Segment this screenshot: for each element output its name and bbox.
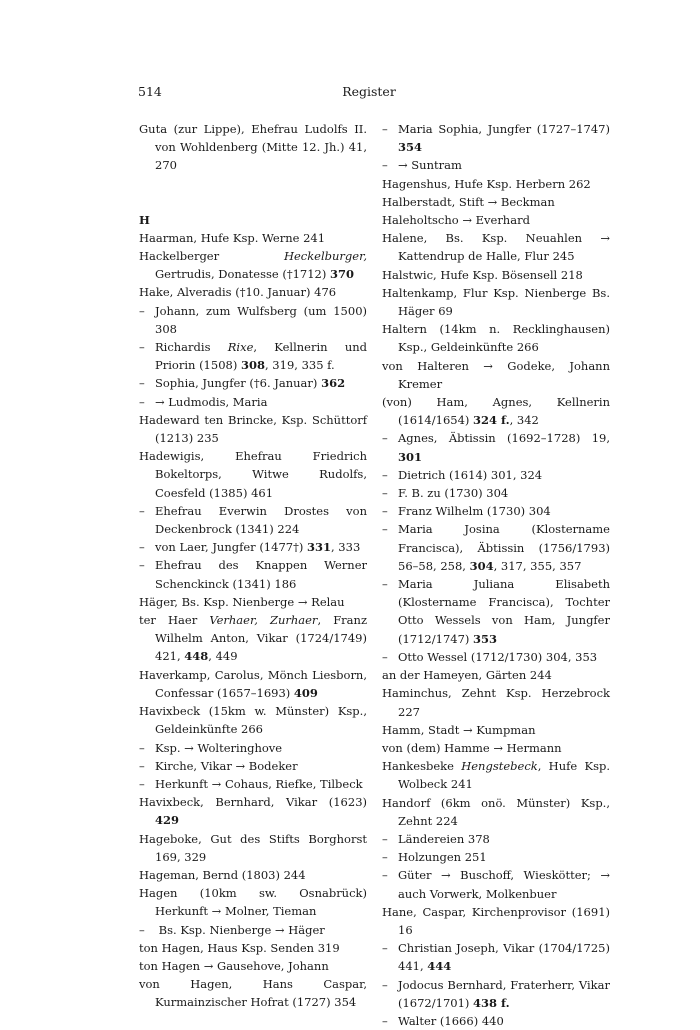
entry-text: Haarman, Hufe Ksp. Werne 241 xyxy=(139,230,326,245)
index-entry xyxy=(139,229,367,247)
entry-text: Hadewigis, Ehefrau Friedrich Bokeltorps, Witwe Rudolfs, Coesfeld (1385) 461 xyxy=(139,449,367,500)
entry-text: Hagen (10km sw. Osnabrück) Herkunft → Molner, Tieman xyxy=(139,886,367,919)
entry-text: F. B. zu (1730) 304 xyxy=(398,486,509,501)
main-reference-page: 444 xyxy=(427,959,452,974)
index-entry xyxy=(382,357,610,393)
entry-text: Haleholtscho → Everhard xyxy=(382,213,530,228)
index-entry xyxy=(382,757,610,793)
entry-text: Walter (1666) 440 xyxy=(398,1013,504,1028)
entry-text: → Ludmodis, Maria xyxy=(155,394,268,409)
entry-text: Franz Wilhelm (1730) 304 xyxy=(398,504,551,519)
entry-text: ton Hagen → Gausehove, Johann xyxy=(139,958,329,973)
entry-text: (von) Ham, Agnes, Kellnerin (1614/1654) xyxy=(382,395,610,428)
entry-text: Halberstadt, Stift → Beckman xyxy=(382,194,555,209)
index-subentry xyxy=(382,156,610,174)
entry-text: Guta (zur Lippe), Ehefrau Ludolfs II. von Wohldenberg (Mitte 12. Jh.) 41, 270 xyxy=(139,122,367,173)
subentry-dash: – xyxy=(382,1013,388,1028)
entry-text: Maria Juliana Elisabeth (Klostername Francisca), Tochter Otto Wessels von Ham, Jungfer (1712/1747) xyxy=(398,577,610,646)
index-subentry xyxy=(382,502,610,520)
index-entry xyxy=(139,975,367,1011)
index-entry xyxy=(382,284,610,320)
main-reference-page: 331 xyxy=(306,540,331,555)
index-subentry xyxy=(382,976,610,1012)
index-entry xyxy=(382,266,610,284)
index-entry xyxy=(382,175,610,193)
entry-text: Ehefrau des Knappen Werner Schenckinck (1341) 186 xyxy=(155,558,367,591)
variant-name: Rixe xyxy=(227,340,254,355)
entry-text: Haverkamp, Carolus, Mönch Liesborn, Confessar (1657–1693) xyxy=(139,667,367,700)
subentry-dash: – xyxy=(382,850,388,865)
subentry-dash: – xyxy=(139,394,145,409)
index-subentry xyxy=(382,120,610,156)
entry-text: , 317, 355, 357 xyxy=(493,558,582,573)
index-entry xyxy=(139,666,367,702)
index-entry xyxy=(382,193,610,211)
subentry-dash: – xyxy=(382,649,388,664)
entry-text: Hackelberger xyxy=(139,249,284,264)
index-entry xyxy=(139,611,367,666)
entry-text: Hagenshus, Hufe Ksp. Herbern 262 xyxy=(382,176,591,191)
main-reference-page: 362 xyxy=(321,376,346,391)
entry-text: Haminchus, Zehnt Ksp. Herzebrock 227 xyxy=(382,686,610,719)
index-entry xyxy=(139,120,367,175)
main-reference-page: 301 xyxy=(398,449,423,464)
main-reference-page: 429 xyxy=(155,813,180,828)
subentry-dash: – xyxy=(382,158,388,173)
main-reference-page: 448 xyxy=(184,649,209,664)
entry-text: , 333 xyxy=(331,540,361,555)
index-subentry xyxy=(139,393,367,411)
index-subentry xyxy=(382,866,610,902)
main-reference-page: 353 xyxy=(473,631,498,646)
main-reference-page: 308 xyxy=(240,358,265,373)
entry-text: → Suntram xyxy=(398,158,462,173)
entry-text: Maria Josina (Klostername Francisca), Äbtissin (1756/1793) 56–58, 258, xyxy=(398,522,610,573)
subentry-dash: – xyxy=(139,776,145,791)
main-reference-page: 354 xyxy=(398,140,423,155)
entry-text: , 342 xyxy=(509,413,539,428)
index-entry xyxy=(139,793,367,829)
subentry-dash: – xyxy=(382,577,388,592)
entry-text: Hamm, Stadt → Kumpman xyxy=(382,722,536,737)
entry-text: Jodocus Bernhard, Fraterherr, Vikar (1672/1701) xyxy=(398,977,610,1010)
entry-text: von Hagen, Hans Caspar, Kurmainzischer Hofrat (1727) 354 xyxy=(139,977,367,1010)
entry-text: Havixbeck (15km w. Münster) Ksp., Geldeinkünfte 266 xyxy=(139,704,367,737)
variant-name: Heckelburger, xyxy=(283,249,367,264)
section-gap xyxy=(139,175,367,211)
index-entry xyxy=(139,593,367,611)
entry-text: Handorf (6km onö. Münster) Ksp., Zehnt 224 xyxy=(382,795,610,828)
index-entry xyxy=(382,903,610,939)
entry-text: Häger, Bs. Ksp. Nienberge → Relau xyxy=(139,594,345,609)
entry-text: Otto Wessel (1712/1730) 304, 353 xyxy=(398,649,598,664)
index-subentry xyxy=(139,739,367,757)
index-entry xyxy=(382,393,610,429)
index-entry xyxy=(382,211,610,229)
entry-text: Richardis xyxy=(155,340,228,355)
main-reference-page: 304 xyxy=(469,558,494,573)
subentry-dash: – xyxy=(139,540,145,555)
subentry-dash: – xyxy=(382,431,388,446)
subentry-dash: – xyxy=(382,868,388,883)
index-subentry xyxy=(139,556,367,592)
entry-text: Holzungen 251 xyxy=(398,850,487,865)
index-subentry xyxy=(382,429,610,465)
entry-text: Herkunft → Cohaus, Riefke, Tilbeck xyxy=(155,776,363,791)
entry-text: Christian Joseph, Vikar (1704/1725) 441, xyxy=(398,941,610,974)
subentry-dash: – xyxy=(139,922,145,937)
entry-text: , Franz Wilhelm Anton, Vikar (1724/1749) 421, xyxy=(155,613,367,664)
index-column-right xyxy=(382,120,610,1030)
index-entry xyxy=(382,229,610,265)
index-column-left xyxy=(139,120,367,1012)
main-reference-page: 370 xyxy=(330,267,355,282)
subentry-dash: – xyxy=(139,376,145,391)
entry-text: , Hufe Ksp. Wolbeck 241 xyxy=(398,759,610,792)
entry-text: an der Hameyen, Gärten 244 xyxy=(382,668,552,683)
entry-text: Hankesbeke xyxy=(382,759,462,774)
entry-text: , 319, 335 f. xyxy=(265,358,335,373)
entry-text: ter Haer xyxy=(139,613,210,628)
entry-text: ton Hagen, Haus Ksp. Senden 319 xyxy=(139,940,340,955)
entry-text: Agnes, Äbtissin (1692–1728) 19, xyxy=(398,431,610,446)
subentry-dash: – xyxy=(139,503,145,518)
index-entry xyxy=(139,247,367,283)
index-subentry xyxy=(382,939,610,975)
index-subentry xyxy=(382,1012,610,1030)
subentry-dash: – xyxy=(382,522,388,537)
entry-text: Hageboke, Gut des Stifts Borghorst 169, 329 xyxy=(139,831,367,864)
subentry-dash: – xyxy=(382,504,388,519)
variant-name: Verhaer, Zurhaer xyxy=(209,613,318,628)
entry-text: Johann, zum Wulfsberg (um 1500) 308 xyxy=(155,303,367,336)
index-subentry xyxy=(382,848,610,866)
index-entry xyxy=(382,794,610,830)
index-entry xyxy=(139,830,367,866)
index-entry xyxy=(139,447,367,502)
subentry-dash: – xyxy=(139,340,145,355)
entry-text: von Laer, Jungfer (1477†) xyxy=(155,540,307,555)
index-subentry xyxy=(139,775,367,793)
index-subentry xyxy=(382,575,610,648)
entry-text: Haltenkamp, Flur Ksp. Nienberge Bs. Häger 69 xyxy=(382,285,610,319)
index-entry xyxy=(382,684,610,720)
entry-text: Sophia, Jungfer (†6. Januar) xyxy=(155,376,322,391)
entry-text: Ehefrau Everwin Drostes von Deckenbrock (1341) 224 xyxy=(155,503,367,537)
entry-text: , Kellnerin und Priorin (1508) xyxy=(155,340,367,373)
index-entry xyxy=(382,721,610,739)
main-reference-page: 438 f. xyxy=(473,995,510,1010)
entry-text: Güter → Buschoff, Wieskötter; → auch Vorwerk, Molkenbuer xyxy=(398,868,610,901)
entry-text: von Halteren → Godeke, Johann Kremer xyxy=(382,358,610,391)
index-subentry xyxy=(139,338,367,374)
subentry-dash: – xyxy=(382,941,388,956)
entry-text: Hane, Caspar, Kirchenprovisor (1691) 16 xyxy=(382,904,610,937)
subentry-dash: – xyxy=(382,486,388,501)
subentry-dash: – xyxy=(139,758,145,773)
index-entry xyxy=(382,666,610,684)
subentry-dash: – xyxy=(382,831,388,846)
entry-text: von (dem) Hamme → Hermann xyxy=(382,740,562,755)
entry-text: Maria Sophia, Jungfer (1727–1747) xyxy=(398,122,610,136)
entry-text: Bs. Ksp. Nienberge → Häger xyxy=(155,922,325,937)
index-entry xyxy=(139,866,367,884)
index-subentry xyxy=(382,484,610,502)
variant-name: Hengstebeck xyxy=(461,759,538,774)
subentry-dash: – xyxy=(382,467,388,482)
subentry-dash: – xyxy=(382,977,388,992)
section-letter-heading: H xyxy=(139,212,150,227)
subentry-dash: – xyxy=(139,558,145,573)
index-subentry xyxy=(139,302,367,338)
index-subentry xyxy=(139,502,367,538)
index-entry xyxy=(139,884,367,920)
entry-text: Gertrudis, Donatesse (†1712) xyxy=(155,267,331,282)
entry-text: Hageman, Bernd (1803) 244 xyxy=(139,867,306,882)
index-subentry xyxy=(139,374,367,392)
running-title: Register xyxy=(342,84,396,99)
subentry-dash: – xyxy=(382,122,388,136)
main-reference-page: 324 f. xyxy=(473,413,510,428)
entry-text: Dietrich (1614) 301, 324 xyxy=(398,467,543,482)
index-subentry xyxy=(382,466,610,484)
entry-text: Ksp. → Wolteringhove xyxy=(155,740,283,755)
entry-text: Haltern (14km n. Recklinghausen) Ksp., Geldeinkünfte 266 xyxy=(382,322,610,355)
entry-text: Havixbeck, Bernhard, Vikar (1623) xyxy=(139,795,367,810)
main-reference-page: 409 xyxy=(293,685,318,700)
index-entry xyxy=(139,283,367,301)
index-subentry xyxy=(382,648,610,666)
index-entry xyxy=(382,739,610,757)
entry-text: , 449 xyxy=(208,649,238,664)
index-subentry xyxy=(139,757,367,775)
entry-text: Kirche, Vikar → Bodeker xyxy=(155,758,298,773)
subentry-dash: – xyxy=(139,303,145,318)
entry-text: Halene, Bs. Ksp. Neuahlen → Kattendrup de Halle, Flur 245 xyxy=(382,231,610,264)
index-subentry xyxy=(382,830,610,848)
entry-text: Ländereien 378 xyxy=(398,831,490,846)
index-entry xyxy=(139,702,367,738)
index-entry xyxy=(139,957,367,975)
page-number: 514 xyxy=(138,84,162,99)
entry-text: Hadeward ten Brincke, Ksp. Schüttorf (1213) 235 xyxy=(139,412,367,446)
index-entry xyxy=(382,320,610,356)
subentry-dash: – xyxy=(139,740,145,755)
index-subentry xyxy=(139,921,367,939)
entry-text: Halstwic, Hufe Ksp. Bösensell 218 xyxy=(382,267,583,282)
entry-text: Hake, Alveradis (†10. Januar) 476 xyxy=(139,285,337,300)
index-entry xyxy=(139,411,367,447)
index-entry xyxy=(139,939,367,957)
index-subentry xyxy=(139,538,367,556)
index-subentry xyxy=(382,520,610,575)
